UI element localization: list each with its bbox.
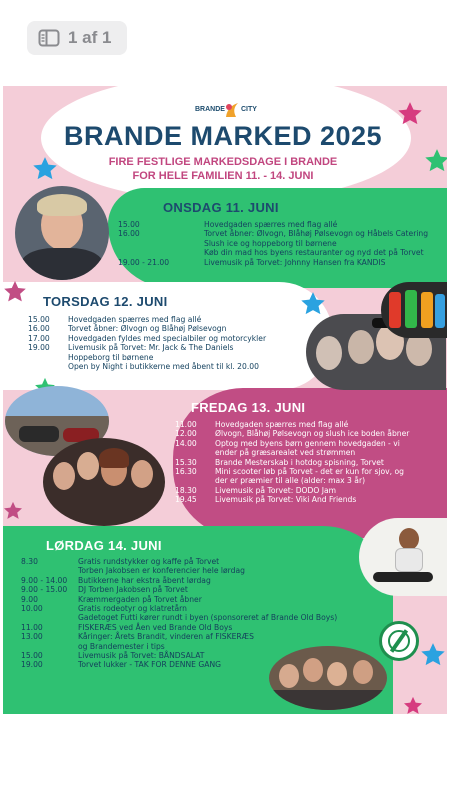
schedule-row <box>28 353 318 362</box>
schedule-description: Gratis rundstykker og kaffe på Torvet <box>78 557 220 566</box>
schedule-time: 18.30 <box>175 485 197 495</box>
green-star-icon <box>424 148 447 174</box>
subtitle-line: FOR HELE FAMILIEN 11. - 14. JUNI <box>132 170 314 182</box>
schedule-time <box>28 353 68 362</box>
day-heading-saturday: LØRDAG 14. JUNI <box>46 538 162 553</box>
schedule-row <box>21 613 391 622</box>
schedule-row <box>28 343 318 352</box>
schedule-time <box>21 642 78 651</box>
day-heading-thursday: TORSDAG 12. JUNI <box>43 294 168 309</box>
schedule-time: 17.00 <box>28 333 50 343</box>
subtitle-line: FIRE FESTLIGE MARKEDSDAGE I BRANDE <box>108 156 338 168</box>
schedule-time: 13.00 <box>21 632 43 642</box>
schedule-description: Mini scooter løb på Torvet - det er kun for sjov, og <box>215 467 404 477</box>
schedule-row <box>118 239 443 248</box>
schedule-description: Hoppeborg til børnene <box>68 352 154 362</box>
schedule-time: 16.30 <box>175 467 197 477</box>
schedule-time: 15.00 <box>28 315 50 324</box>
logo-text-brande: BRANDE <box>195 106 225 113</box>
blue-star-icon <box>300 291 326 317</box>
schedule-list-thursday <box>28 315 318 371</box>
schedule-time: 8.30 <box>21 557 38 566</box>
schedule-description: Slush ice og hoppeborg til børnene <box>204 238 337 248</box>
schedule-time: 19.00 <box>28 343 50 353</box>
pink-star-icon <box>3 501 23 521</box>
schedule-description: Køb din mad hos byens restauranter og nyd det på Torvet <box>204 248 424 258</box>
schedule-description: Hovedgaden fyldes med specialbiler og motorcykler <box>68 333 267 343</box>
schedule-row <box>175 495 447 504</box>
schedule-time: 15.30 <box>175 457 197 467</box>
schedule-row <box>175 467 447 476</box>
schedule-time: 16.00 <box>118 229 140 239</box>
schedule-time <box>21 566 78 575</box>
schedule-time: 15.00 <box>21 651 43 661</box>
music-group-photo <box>43 438 165 526</box>
schedule-row <box>21 595 391 604</box>
schedule-row <box>21 604 391 613</box>
schedule-row <box>28 315 318 324</box>
schedule-time: 11.00 <box>175 420 197 429</box>
schedule-time: 9.00 - 14.00 <box>21 575 68 585</box>
schedule-list-wednesday <box>118 220 443 267</box>
schedule-row <box>28 362 318 371</box>
schedule-description: Gratis rodeotyr og klatretårn <box>78 604 187 614</box>
day-heading-wednesday: ONSDAG 11. JUNI <box>163 200 279 215</box>
schedule-description: Open by Night i butikkerne med åbent til kl. 20.00 <box>68 362 259 372</box>
schedule-time: 9.00 - 15.00 <box>21 585 68 595</box>
page-indicator-label: 1 af 1 <box>68 28 112 47</box>
schedule-row <box>21 651 391 660</box>
pink-star-icon <box>3 280 27 304</box>
schedule-time <box>175 476 215 485</box>
schedule-description: Optog med byens børn gennem hovedgaden - vi <box>215 438 400 448</box>
schedule-time: 10.00 <box>21 604 43 614</box>
poster-title: BRANDE MARKED 2025 <box>63 121 383 151</box>
schedule-row <box>175 420 447 429</box>
brande-city-logo <box>195 101 257 123</box>
schedule-description: Brande Mesterskab i hotdog spisning, Torvet <box>215 457 384 467</box>
schedule-description: Butikkerne har ekstra åbent lørdag <box>78 575 211 585</box>
singer-portrait-photo <box>15 186 109 280</box>
schedule-description: Torben Jakobsen er konferencier hele lørdag <box>78 566 245 576</box>
schedule-row <box>21 566 391 575</box>
schedule-description: DJ Torben Jakobsen på Torvet <box>78 585 188 595</box>
schedule-time: 19.45 <box>175 495 197 505</box>
schedule-time: 12.00 <box>175 429 197 439</box>
schedule-time: 16.00 <box>28 324 50 334</box>
market-poster-image <box>3 86 447 714</box>
logo-text-city: CITY <box>241 106 257 113</box>
schedule-list-friday <box>175 420 447 505</box>
schedule-description: Gadetoget Futti kører rundt i byen (sponsoreret af Brande Old Boys) <box>78 613 338 623</box>
schedule-description: Hovedgaden spærres med flag allé <box>215 420 349 429</box>
schedule-time: 9.00 <box>21 594 38 604</box>
schedule-row <box>21 585 391 594</box>
schedule-row <box>175 458 447 467</box>
day-heading-friday: FREDAG 13. JUNI <box>191 400 306 415</box>
schedule-row <box>28 334 318 343</box>
schedule-time: 15.00 <box>118 220 140 229</box>
schedule-row <box>21 642 391 651</box>
schedule-row <box>21 660 391 669</box>
schedule-row <box>118 220 443 229</box>
pink-star-icon <box>403 696 423 714</box>
schedule-row <box>118 229 443 238</box>
schedule-description: Torvet åbner: Ølvogn og Blåhøj Pølsevogn <box>68 324 227 334</box>
schedule-time <box>21 613 78 622</box>
schedule-time <box>175 448 215 457</box>
schedule-time: 14.00 <box>175 438 197 448</box>
drinks-photo <box>381 282 447 338</box>
schedule-row <box>175 448 447 457</box>
schedule-time <box>28 362 68 371</box>
schedule-row <box>175 476 447 485</box>
schedule-time <box>118 239 204 248</box>
schedule-time <box>118 248 204 257</box>
schedule-description: ender på græsarealet ved strømmen <box>215 448 356 458</box>
schedule-description: Kræmmergaden på Torvet åbner <box>78 594 202 604</box>
logo-mark-icon <box>224 101 240 119</box>
schedule-row <box>21 632 391 641</box>
schedule-list-saturday <box>21 557 391 670</box>
schedule-row <box>21 623 391 632</box>
schedule-row <box>21 557 391 566</box>
schedule-description: Hovedgaden spærres med flag allé <box>204 220 338 229</box>
schedule-description: Hovedgaden spærres med flag allé <box>68 315 202 324</box>
schedule-row <box>21 576 391 585</box>
schedule-description: og Brandemester i tips <box>78 641 165 651</box>
blue-star-icon <box>32 156 58 182</box>
page-indicator-button[interactable] <box>27 21 127 55</box>
schedule-description: Livemusik på Torvet: BÅNDSALAT <box>78 651 205 661</box>
schedule-description: Kåringer: Årets Brandit, vinderen af FISKERÆS <box>78 632 254 642</box>
blue-star-icon <box>420 642 446 668</box>
schedule-row <box>118 258 443 267</box>
schedule-row <box>175 486 447 495</box>
schedule-row <box>175 439 447 448</box>
poster-subtitle <box>63 155 383 183</box>
schedule-description: FISKERÆS ved Åen ved Brande Old Boys <box>78 622 233 632</box>
schedule-row <box>175 429 447 438</box>
schedule-row <box>28 324 318 333</box>
schedule-description: Livemusik på Torvet: Viki And Friends <box>215 495 357 505</box>
schedule-time: 19.00 <box>21 660 43 670</box>
schedule-row <box>118 248 443 257</box>
schedule-time: 19.00 - 21.00 <box>118 257 170 267</box>
schedule-description: Torvet åbner: Ølvogn, Blåhøj Pølsevogn og Håbels Catering <box>204 229 429 239</box>
schedule-description: Livemusik på Torvet: DODO Jam <box>215 485 337 495</box>
schedule-description: Ølvogn, Blåhøj Pølsevogn og slush ice boden åbner <box>215 429 410 439</box>
schedule-description: Livemusik på Torvet: Mr. Jack & The Daniels <box>68 343 234 353</box>
schedule-description: Torvet lukker - TAK FOR DENNE GANG <box>78 660 222 670</box>
schedule-description: der er præmier til alle (alder: max 3 år) <box>215 476 366 486</box>
sidebar-panel-icon <box>38 29 60 47</box>
schedule-time: 11.00 <box>21 622 43 632</box>
schedule-description: Livemusik på Torvet: Johnny Hansen fra KANDIS <box>204 257 386 267</box>
